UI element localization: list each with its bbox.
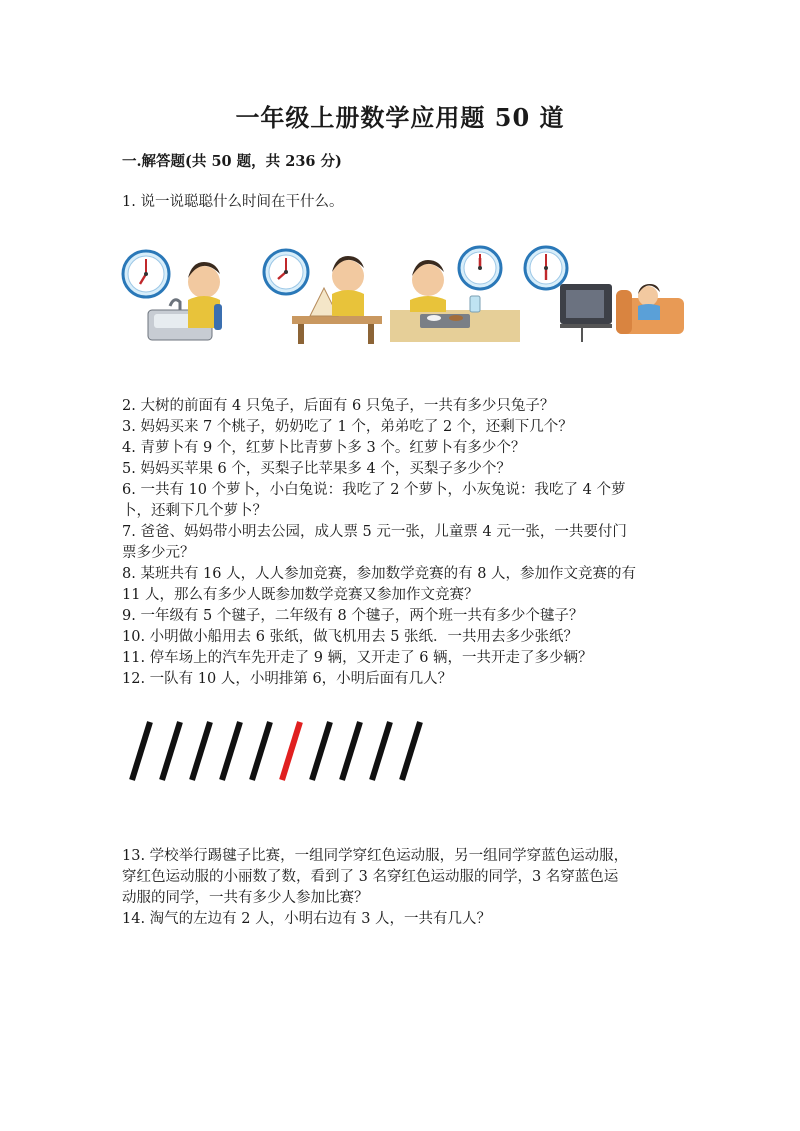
question-5: 5. 妈妈买苹果 6 个，买梨子比苹果多 4 个，买梨子多少个？: [122, 461, 511, 477]
question-9: 9. 一年级有 5 个毽子，二年级有 8 个毽子，两个班一共有多少个毽子？: [122, 608, 584, 624]
question-8: 8. 某班共有 16 人，人人参加竞赛，参加数学竞赛的有 8 人，参加作文竞赛的有 11 人，那么有多少人既参加数学竞赛又参加作文竞赛？: [122, 566, 637, 603]
question-7: 7. 爸爸、妈妈带小明去公园，成人票 5 元一张，儿童票 4 元一张，一共要付门 票多少元？: [122, 524, 627, 561]
scene-tv: [520, 244, 688, 348]
clock-icon: [525, 247, 567, 289]
scene-washing: [118, 244, 238, 348]
question-6: 6. 一共有 10 个萝卜，小白兔说：我吃了 2 个萝卜，小灰兔说：我吃了 4 个萝 卜，还剩下几个萝卜？: [122, 482, 626, 519]
question-1: 1. 说一说聪聪什么时间在干什么。: [122, 194, 344, 210]
queue-person: [252, 722, 270, 780]
question-10: 10. 小明做小船用去 6 张纸，做飞机用去 5 张纸．一共用去多少张纸？: [122, 629, 579, 645]
question-11: 11. 停车场上的汽车先开走了 9 辆，又开走了 6 辆，一共开走了多少辆？: [122, 650, 593, 666]
question-14: 14. 淘气的左边有 2 人，小明右边有 3 人，一共有几人？: [122, 911, 492, 927]
question-4: 4. 青萝卜有 9 个，红萝卜比青萝卜多 3 个。红萝卜有多少个？: [122, 440, 526, 456]
queue-person: [402, 722, 420, 780]
queue-person-xiaoming: [282, 722, 300, 780]
queue-person: [372, 722, 390, 780]
scene-eating: [386, 244, 526, 348]
queue-person: [162, 722, 180, 780]
clock-icon: [123, 251, 169, 297]
clock-icon: [264, 250, 308, 294]
q1-illustrations: [118, 244, 688, 348]
question-list-b: [122, 846, 682, 930]
question-13: 13. 学校举行踢毽子比赛，一组同学穿红色运动服，另一组同学穿蓝色运动服， 穿红色运动服的小丽数了数，看到了 3 名穿红色运动服的同学，3 名穿蓝色运 动服的同学，一共有多少人参加比赛？: [122, 848, 629, 906]
queue-person: [132, 722, 150, 780]
question-list-a: [122, 396, 682, 690]
queue-person: [312, 722, 330, 780]
section-heading: 一.解答题(共 50 题，共 236 分): [122, 153, 342, 170]
queue-person: [192, 722, 210, 780]
clock-icon: [459, 247, 501, 289]
queue-figure: [122, 716, 442, 788]
question-12: 12. 一队有 10 人，小明排第 6，小明后面有几人？: [122, 671, 453, 687]
question-2: 2. 大树的前面有 4 只兔子，后面有 6 只兔子，一共有多少只兔子？: [122, 398, 555, 414]
question-3: 3. 妈妈买来 7 个桃子，奶奶吃了 1 个，弟弟吃了 2 个，还剩下几个？: [122, 419, 573, 435]
queue-person: [342, 722, 360, 780]
page-title: 一年级上册数学应用题 50 道: [235, 103, 565, 132]
scene-reading: [258, 244, 383, 348]
queue-person: [222, 722, 240, 780]
